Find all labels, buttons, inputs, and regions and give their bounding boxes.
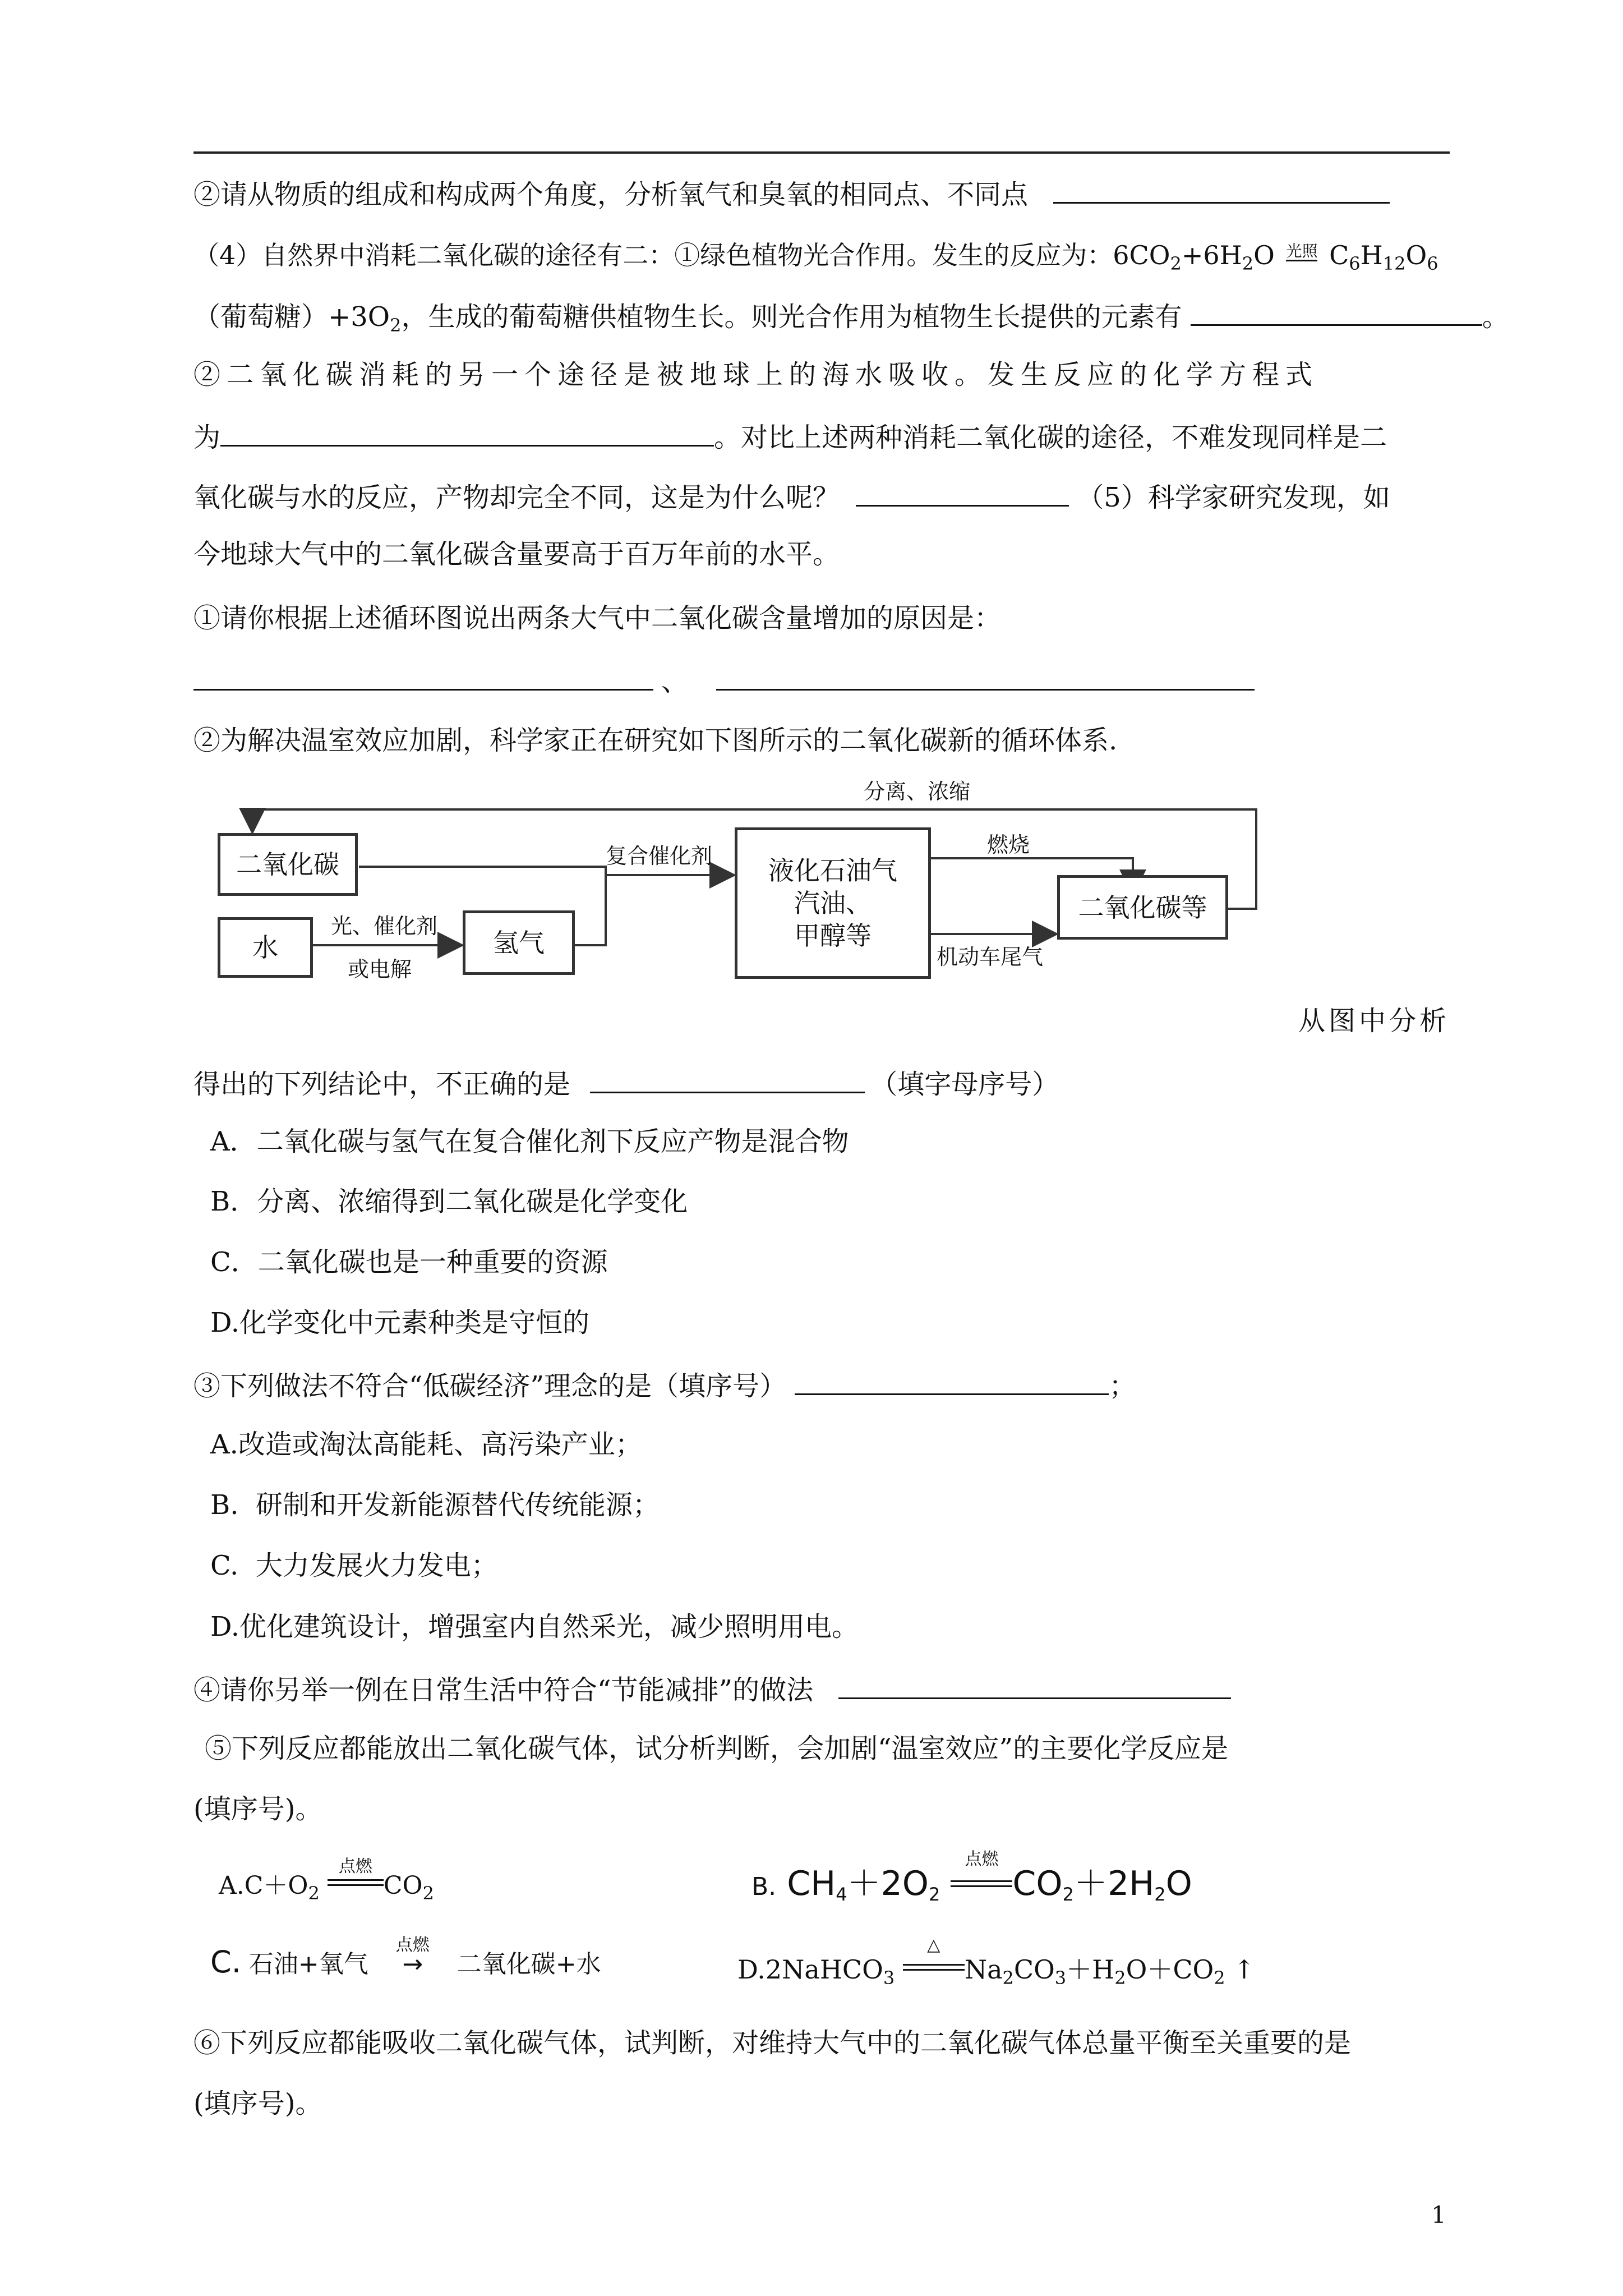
- label-light-catalyst: 光、催化剂: [331, 914, 438, 938]
- q5-item1: ①请你根据上述循环图说出两条大气中二氧化碳含量增加的原因是：: [193, 602, 1002, 634]
- q5-item5-line2: (填序号)。: [193, 1793, 322, 1825]
- item3-option-d: D.优化建筑设计，增强室内自然采光，减少照明用电。: [210, 1611, 859, 1642]
- analysis-line2: 得出的下列结论中，不正确的是 （填字母序号）: [193, 1065, 1450, 1101]
- box-water: 水: [218, 917, 313, 978]
- q5-item2: ②为解决温室效应加剧，科学家正在研究如下图所示的二氧化碳新的循环体系.: [193, 725, 1118, 756]
- q4-item2-line2: 为 。对比上述两种消耗二氧化碳的途径，不难发现同样是二: [193, 418, 1450, 454]
- box-co2: 二氧化碳: [218, 833, 358, 896]
- q4-item2-line3: 氧化碳与水的反应，产物却完全不同，这是为什么呢？ （5）科学家研究发现，如: [193, 478, 1450, 514]
- item3-option-b: B. 研制和开发新能源替代传统能源；: [210, 1489, 660, 1521]
- answer-blank[interactable]: [838, 1671, 1231, 1699]
- q5-item3: ③下列做法不符合“低碳经济”理念的是（填序号） ；: [193, 1366, 1450, 1403]
- reaction-c: C. 石油+氧气 点燃 → 二氧化碳+水: [210, 1935, 601, 1980]
- analysis-line1: 从图中分析: [1298, 1005, 1450, 1037]
- label-exhaust: 机动车尾气: [937, 945, 1044, 969]
- answer-blank[interactable]: [193, 662, 653, 691]
- answer-blank[interactable]: [1053, 175, 1390, 204]
- answer-blank[interactable]: [716, 662, 1255, 691]
- q4-intro: （4）自然界中消耗二氧化碳的途径有二：①绿色植物光合作用。发生的反应为：$6CO_2+6H_2O$ 光照 $C_6H_{12}O_6$: [193, 240, 1438, 274]
- reaction-d: D.2NaHCO$_3$ △ $Na_2CO_3+H_2O+CO_2$ ↑: [737, 1935, 1255, 1989]
- q3-item2: ②请从物质的组成和构成两个角度，分析氧气和臭氧的相同点、不同点: [193, 175, 1450, 211]
- reaction-b: B. $CH_4+2O_2$ 点燃 $CO_2+2H_2O$: [751, 1849, 1192, 1905]
- q5-item4: ④请你另举一例在日常生活中符合“节能减排”的做法: [193, 1671, 1450, 1707]
- header-rule: [193, 151, 1450, 154]
- box-fuels: 液化石油气 汽油、 甲醇等: [735, 827, 931, 979]
- option-a: A．二氧化碳与氢气在复合催化剂下反应产物是混合物: [210, 1126, 849, 1157]
- option-d: D.化学变化中元素种类是守恒的: [210, 1307, 590, 1338]
- label-electrolysis: 或电解: [348, 957, 412, 982]
- answer-blank[interactable]: [856, 478, 1069, 507]
- box-hydrogen: 氢气: [463, 910, 575, 975]
- reaction-condition: 光照: [1286, 242, 1318, 260]
- option-b: B．分离、浓缩得到二氧化碳是化学变化: [210, 1186, 688, 1217]
- label-composite-catalyst: 复合催化剂: [606, 844, 713, 868]
- q4-glucose-line: （葡萄糖）$+3O_2$，生成的葡萄糖供植物生长。则光合作用为植物生长提供的元素有 。: [193, 297, 1450, 342]
- q5-intro: 今地球大气中的二氧化碳含量要高于百万年前的水平。: [193, 539, 840, 570]
- answer-blank[interactable]: [590, 1065, 865, 1093]
- option-c: C．二氧化碳也是一种重要的资源: [210, 1246, 608, 1278]
- q5-item5-line1: ⑤下列反应都能放出二氧化碳气体，试分析判断，会加剧“温室效应”的主要化学反应是: [205, 1733, 1229, 1764]
- item3-option-c: C. 大力发展火力发电；: [210, 1550, 498, 1581]
- answer-blank[interactable]: [1191, 297, 1482, 326]
- reaction-a: $A.C+O_2$ 点燃 $CO_2$: [219, 1857, 434, 1904]
- page-number: 1: [1431, 2201, 1446, 2229]
- answer-blank[interactable]: [220, 418, 714, 447]
- label-burning: 燃烧: [987, 832, 1030, 857]
- label-separation: 分离、浓缩: [864, 779, 971, 804]
- item3-option-a: A.改造或淘汰高能耗、高污染产业；: [210, 1429, 642, 1460]
- box-co2-etc: 二氧化碳等: [1057, 875, 1228, 940]
- q5-item1-blanks: 、: [193, 662, 1450, 698]
- q5-item6-line2: (填序号)。: [193, 2088, 322, 2119]
- q4-item2-line1: ②二氧化碳消耗的另一个途径是被地球上的海水吸收。发生反应的化学方程式: [193, 359, 1319, 390]
- co2-cycle-diagram: [213, 771, 1262, 990]
- answer-blank[interactable]: [795, 1366, 1109, 1395]
- q5-item6-line1: ⑥下列反应都能吸收二氧化碳气体，试判断，对维持大气中的二氧化碳气体总量平衡至关重要的是: [193, 2027, 1352, 2059]
